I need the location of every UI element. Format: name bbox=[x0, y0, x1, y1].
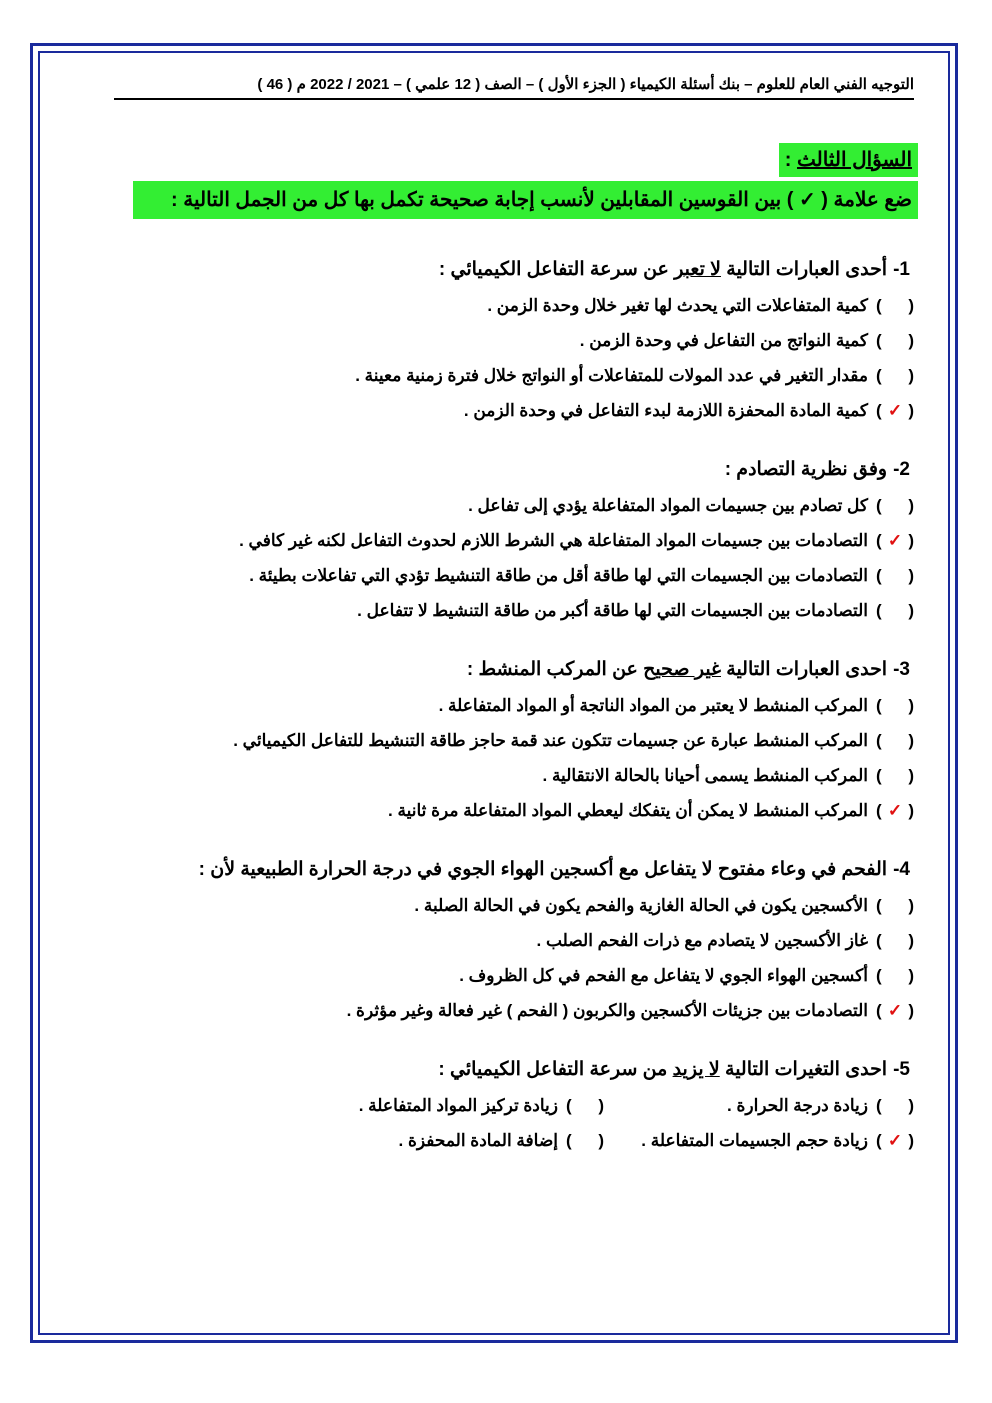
check-icon: ✓ bbox=[887, 801, 903, 820]
option-3-3[interactable] bbox=[84, 758, 914, 793]
answer-checkbox[interactable] bbox=[876, 758, 914, 793]
option-3-1[interactable] bbox=[84, 688, 914, 723]
question-heading-colon: : bbox=[784, 149, 798, 171]
question-number: 2- bbox=[893, 459, 910, 480]
question-stem bbox=[84, 852, 914, 888]
paren-close: ) bbox=[876, 566, 882, 585]
question-number: 3- bbox=[893, 659, 910, 680]
option-2-2[interactable] bbox=[84, 523, 914, 558]
stem-text: وفق نظرية التصادم : bbox=[724, 459, 888, 480]
paren-close: ) bbox=[566, 1131, 572, 1150]
paren-open: ( bbox=[908, 766, 914, 785]
option-1-4[interactable] bbox=[84, 393, 914, 428]
paren-close: ) bbox=[876, 1131, 882, 1150]
question-number: 5- bbox=[893, 1059, 910, 1080]
page-header: التوجيه الفني العام للعلوم – بنك أسئلة الكيمياء ( الجزء الأول ) – الصف ( 12 علمي ) – 2021 / 2022 م ( 46 ) bbox=[114, 74, 914, 100]
option-text: المركب المنشط لا يعتبر من المواد الناتجة أو المواد المتفاعلة . bbox=[438, 696, 868, 715]
option-text: زيادة تركيز المواد المتفاعلة . bbox=[358, 1096, 558, 1115]
paren-close: ) bbox=[876, 801, 882, 820]
paren-open: ( bbox=[908, 731, 914, 750]
stem-text: عن سرعة التفاعل الكيميائي : bbox=[438, 259, 669, 280]
paren-open: ( bbox=[908, 496, 914, 515]
option-2-1[interactable] bbox=[84, 488, 914, 523]
check-icon: ✓ bbox=[887, 1001, 903, 1020]
question-heading bbox=[779, 143, 918, 177]
paren-open: ( bbox=[908, 296, 914, 315]
question-2 bbox=[84, 452, 914, 628]
stem-text: الفحم في وعاء مفتوح لا يتفاعل مع أكسجين الهواء الجوي في درجة الحرارة الطبيعية لأن : bbox=[198, 859, 888, 880]
option-text: المركب المنشط يسمى أحيانا بالحالة الانتقالية . bbox=[542, 766, 868, 785]
option-text: كمية النواتج من التفاعل في وحدة الزمن . bbox=[579, 331, 868, 350]
option-text: التصادمات بين جزيئات الأكسجين والكربون ( الفحم ) غير فعالة وغير مؤثرة . bbox=[346, 1001, 868, 1020]
answer-checkbox[interactable] bbox=[876, 793, 914, 828]
option-text: التصادمات بين الجسيمات التي لها طاقة أقل من طاقة التنشيط تؤدي التي تفاعلات بطيئة . bbox=[249, 566, 868, 585]
paren-open: ( bbox=[598, 1096, 604, 1115]
check-icon: ✓ bbox=[887, 401, 903, 420]
paren-open: ( bbox=[908, 401, 914, 420]
paren-open: ( bbox=[908, 966, 914, 985]
option-text: المركب المنشط لا يمكن أن يتفكك ليعطي المواد المتفاعلة مرة ثانية . bbox=[388, 801, 868, 820]
question-stem bbox=[84, 1052, 914, 1088]
answer-checkbox[interactable] bbox=[876, 593, 914, 628]
option-2-3[interactable] bbox=[84, 558, 914, 593]
stem-text: أحدى العبارات التالية bbox=[726, 259, 888, 280]
paren-open: ( bbox=[908, 1096, 914, 1115]
question-3 bbox=[84, 652, 914, 828]
option-text: التصادمات بين الجسيمات التي لها طاقة أكبر من طاقة التنشيط لا تتفاعل . bbox=[357, 601, 868, 620]
paren-close: ) bbox=[566, 1096, 572, 1115]
answer-checkbox[interactable] bbox=[876, 1088, 914, 1123]
paren-close: ) bbox=[876, 601, 882, 620]
question-heading-title: السؤال الثالث bbox=[797, 149, 912, 171]
answer-checkbox[interactable] bbox=[876, 993, 914, 1028]
answer-checkbox[interactable] bbox=[876, 1123, 914, 1158]
question-number: 1- bbox=[893, 259, 910, 280]
option-2-4[interactable] bbox=[84, 593, 914, 628]
question-4 bbox=[84, 852, 914, 1028]
paren-open: ( bbox=[598, 1131, 604, 1150]
paren-open: ( bbox=[908, 1131, 914, 1150]
option-1-3[interactable] bbox=[84, 358, 914, 393]
option-text: التصادمات بين جسيمات المواد المتفاعلة هي الشرط اللازم لحدوث التفاعل لكنه غير كافي . bbox=[239, 531, 868, 550]
check-icon: ✓ bbox=[887, 531, 903, 550]
question-stem bbox=[84, 452, 914, 488]
option-text: كل تصادم بين جسيمات المواد المتفاعلة يؤدي إلى تفاعل . bbox=[468, 496, 868, 515]
question-5 bbox=[84, 1052, 914, 1158]
option-text: زيادة درجة الحرارة . bbox=[727, 1096, 868, 1115]
question-stem bbox=[84, 652, 914, 688]
paren-close: ) bbox=[876, 731, 882, 750]
answer-checkbox[interactable] bbox=[876, 288, 914, 323]
option-text: غاز الأكسجين لا يتصادم مع ذرات الفحم الصلب . bbox=[536, 931, 868, 950]
paren-open: ( bbox=[908, 1001, 914, 1020]
answer-checkbox[interactable] bbox=[876, 923, 914, 958]
option-3-2[interactable] bbox=[84, 723, 914, 758]
option-text: كمية المادة المحفزة اللازمة لبدء التفاعل في وحدة الزمن . bbox=[463, 401, 868, 420]
paren-close: ) bbox=[876, 966, 882, 985]
paren-open: ( bbox=[908, 531, 914, 550]
option-text: المركب المنشط عبارة عن جسيمات تتكون عند قمة حاجز طاقة التنشيط للتفاعل الكيميائي . bbox=[233, 731, 868, 750]
option-4-4[interactable] bbox=[84, 993, 914, 1028]
paren-close: ) bbox=[876, 331, 882, 350]
answer-checkbox[interactable] bbox=[876, 488, 914, 523]
answer-checkbox[interactable] bbox=[876, 358, 914, 393]
paren-open: ( bbox=[908, 366, 914, 385]
stem-emphasis: لا يزيد bbox=[672, 1059, 720, 1080]
stem-text: من سرعة التفاعل الكيميائي : bbox=[438, 1059, 668, 1080]
option-4-1[interactable] bbox=[84, 888, 914, 923]
option-5-1[interactable] bbox=[604, 1088, 914, 1123]
option-text: كمية المتفاعلات التي يحدث لها تغير خلال وحدة الزمن . bbox=[487, 296, 868, 315]
paren-close: ) bbox=[876, 1001, 882, 1020]
answer-checkbox[interactable] bbox=[566, 1088, 604, 1123]
answer-checkbox[interactable] bbox=[876, 723, 914, 758]
paren-open: ( bbox=[908, 896, 914, 915]
questions-list bbox=[84, 252, 914, 1182]
answer-checkbox[interactable] bbox=[876, 958, 914, 993]
question-instruction: ضع علامة ( ✓ ) بين القوسين المقابلين لأنسب إجابة صحيحة تكمل بها كل من الجمل التالية : bbox=[133, 181, 918, 219]
stem-text: احدى التغيرات التالية bbox=[725, 1059, 888, 1080]
option-5-3[interactable] bbox=[604, 1123, 914, 1158]
paren-close: ) bbox=[876, 931, 882, 950]
option-1-1[interactable] bbox=[84, 288, 914, 323]
paren-close: ) bbox=[876, 766, 882, 785]
options-row bbox=[84, 1123, 914, 1158]
paren-close: ) bbox=[876, 696, 882, 715]
option-text: إضافة المادة المحفزة . bbox=[398, 1131, 558, 1150]
paren-close: ) bbox=[876, 496, 882, 515]
answer-checkbox[interactable] bbox=[566, 1123, 604, 1158]
answer-checkbox[interactable] bbox=[876, 393, 914, 428]
question-number: 4- bbox=[893, 859, 910, 880]
option-text: الأكسجين يكون في الحالة الغازية والفحم يكون في الحالة الصلبة . bbox=[414, 896, 868, 915]
paren-close: ) bbox=[876, 896, 882, 915]
option-text: زيادة حجم الجسيمات المتفاعلة . bbox=[641, 1131, 868, 1150]
paren-open: ( bbox=[908, 601, 914, 620]
paren-open: ( bbox=[908, 696, 914, 715]
question-1 bbox=[84, 252, 914, 428]
answer-checkbox[interactable] bbox=[876, 888, 914, 923]
paren-close: ) bbox=[876, 401, 882, 420]
options-row bbox=[84, 1088, 914, 1123]
paren-open: ( bbox=[908, 931, 914, 950]
option-text: مقدار التغير في عدد المولات للمتفاعلات أو النواتج خلال فترة زمنية معينة . bbox=[355, 366, 868, 385]
option-4-3[interactable] bbox=[84, 958, 914, 993]
option-4-2[interactable] bbox=[84, 923, 914, 958]
answer-checkbox[interactable] bbox=[876, 688, 914, 723]
answer-checkbox[interactable] bbox=[876, 323, 914, 358]
stem-emphasis: لا تعبر bbox=[674, 259, 721, 280]
answer-checkbox[interactable] bbox=[876, 558, 914, 593]
option-3-4[interactable] bbox=[84, 793, 914, 828]
question-stem bbox=[84, 252, 914, 288]
paren-close: ) bbox=[876, 366, 882, 385]
option-text: أكسجين الهواء الجوي لا يتفاعل مع الفحم في كل الظروف . bbox=[459, 966, 868, 985]
option-1-2[interactable] bbox=[84, 323, 914, 358]
stem-text: احدى العبارات التالية bbox=[726, 659, 888, 680]
option-5-2[interactable] bbox=[294, 1088, 604, 1123]
answer-checkbox[interactable] bbox=[876, 523, 914, 558]
paren-close: ) bbox=[876, 1096, 882, 1115]
paren-open: ( bbox=[908, 331, 914, 350]
option-5-4[interactable] bbox=[294, 1123, 604, 1158]
paren-open: ( bbox=[908, 801, 914, 820]
paren-close: ) bbox=[876, 296, 882, 315]
stem-emphasis: غير صحيح bbox=[643, 659, 721, 680]
check-icon: ✓ bbox=[887, 1131, 903, 1150]
stem-text: عن المركب المنشط : bbox=[466, 659, 638, 680]
paren-close: ) bbox=[876, 531, 882, 550]
paren-open: ( bbox=[908, 566, 914, 585]
